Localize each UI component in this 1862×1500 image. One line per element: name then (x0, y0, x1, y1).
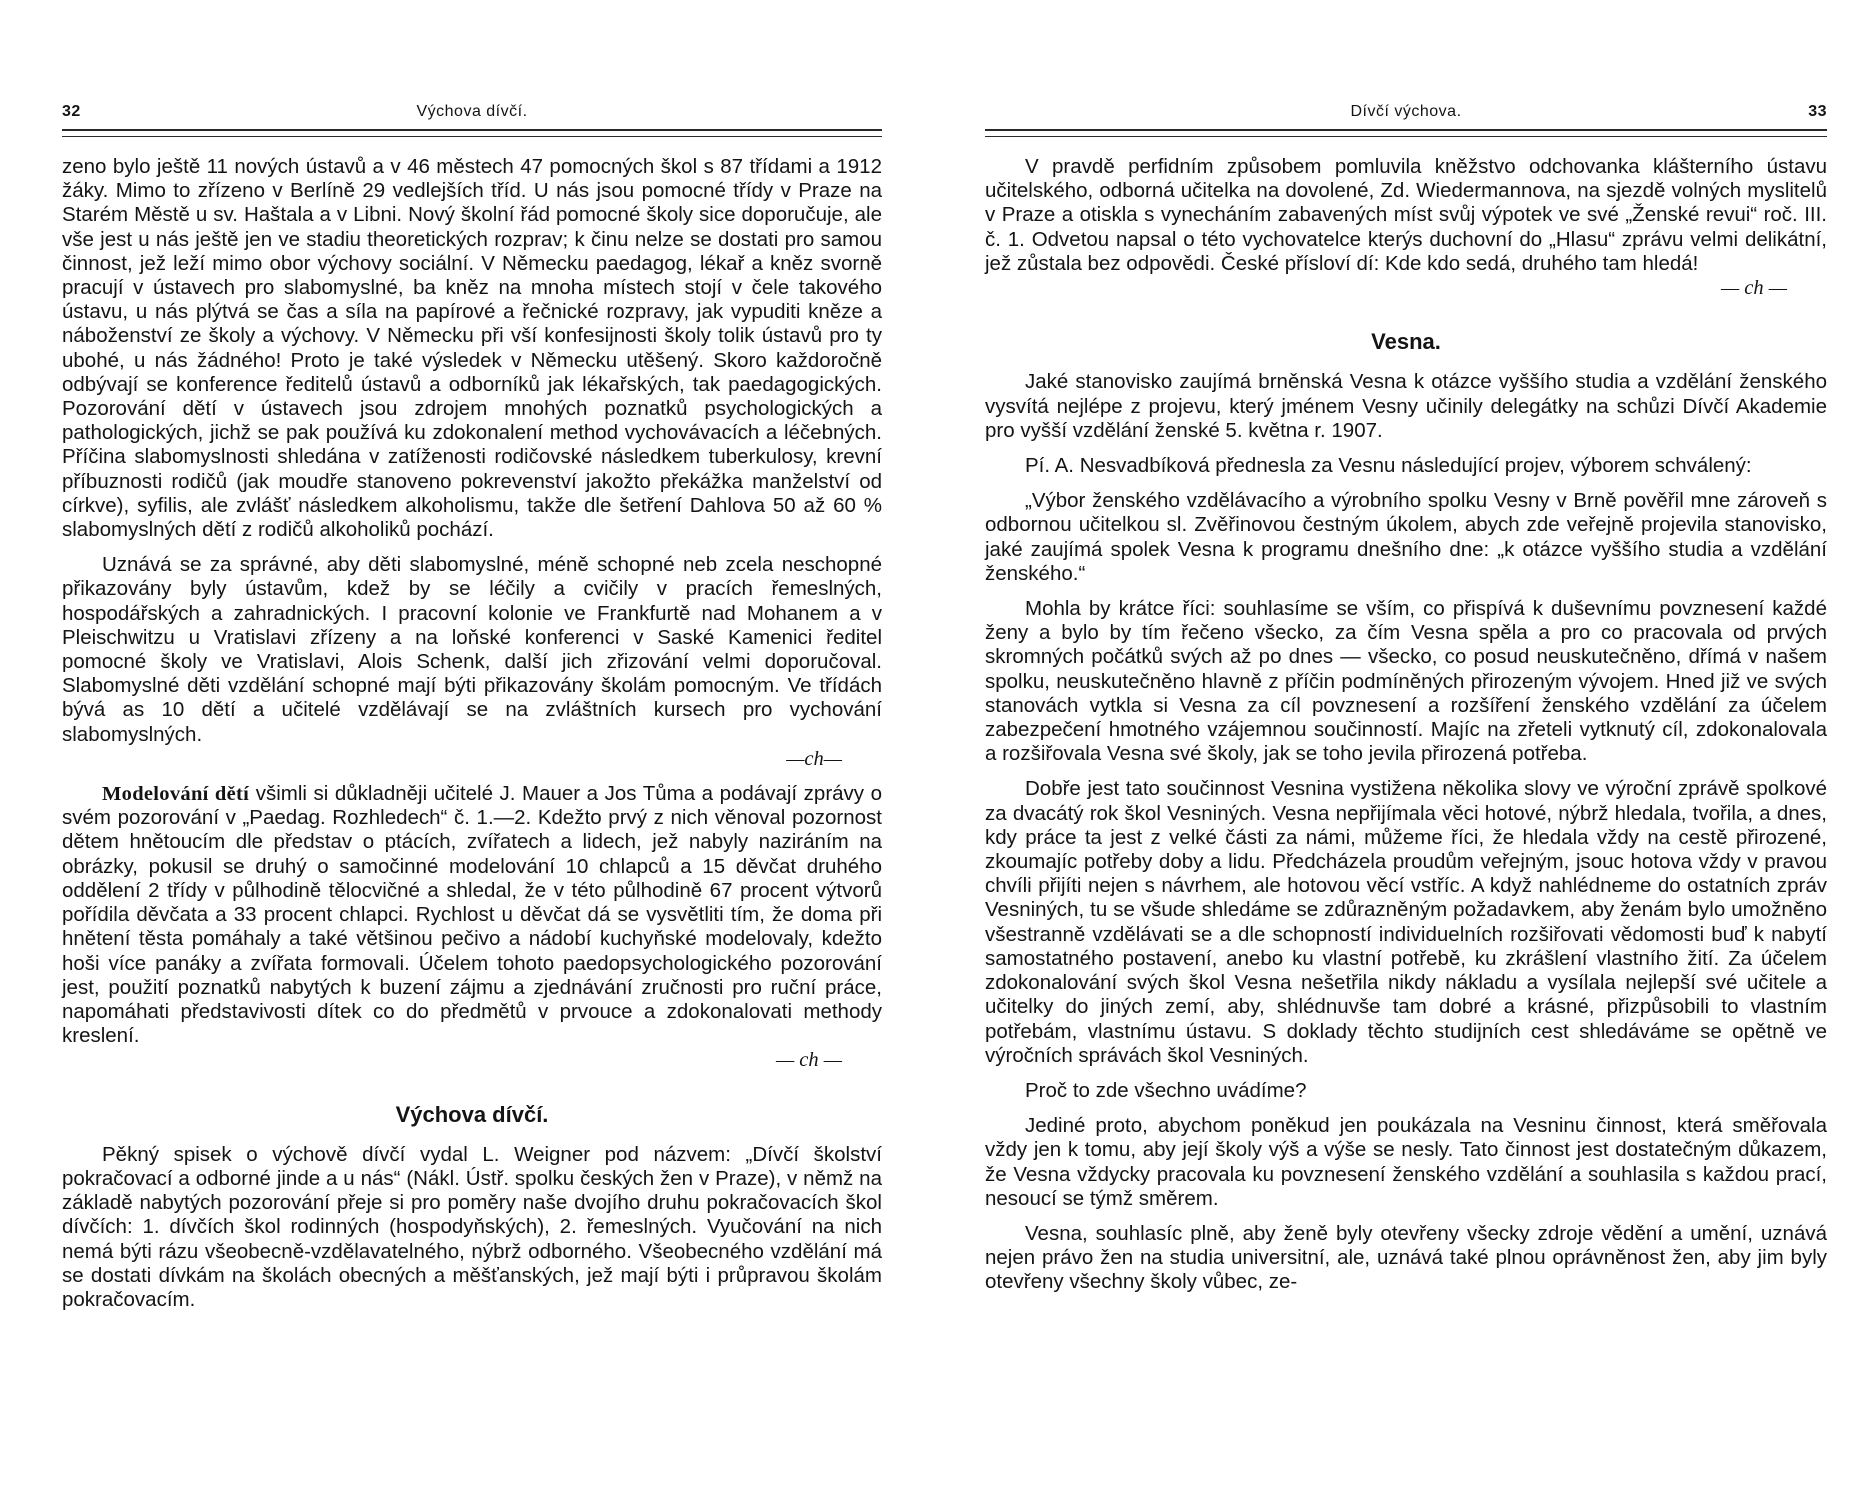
running-head (62, 103, 882, 125)
paragraph-lead: Modelování dětí (102, 783, 250, 806)
paragraph: zeno bylo ještě 11 nových ústavů a v 46 městech 47 pomocných škol s 87 třídami a 1912 žáky. Mimo to zřízeno v Berlíně 29 vedlejších tříd. U nás jsou pomocné třídy v Praze na Starém Městě u sv. Haštala a v Libni. Nový školní řád pomocné školy sice doporučuje, ale vše jest u nás ještě jen ve stadiu theoretických rozprav; k činu nelze se dostati pro samou činnost, jež leží mimo obor výchovy sociální. V Německu paedagog, lékař a kněz svorně pracují v ústavech pro slabomyslné, ba kněz na mnoha místech stojí v čele takového ústavu, u nás plýtvá se čas a síla na papírové a řečnické rozpravy, jak vypuditi kněze a náboženství ze školy a výchovy. V Německu při vší konfesijnosti školy tolik ústavů pro ty ubohé, u nás žádného! Proto je také výsledek v Německu utěšený. Skoro každoročně odbývají se konference ředitelů ústavů a odborníků jak lékařských, tak paedagogických. Pozorování dětí v ústavech jsou zdrojem mnohých poznatků psychologických a pathologických, jichž se pak používá ku zdokonalení method vychovávacích a léčebných. Příčina slabomyslnosti shledána v zatíženosti rodičovské následkem tuberkulosy, krevní příbuznosti rodičů (jak moudře stanoveno pokrevenství jakožto překážka manželství od církve), syfilis, ale zvlášť následkem alkoholismu, takže dle šetření Dahlova 50 až 60 % slabomyslných dětí z rodičů alkoholiků pochází. (62, 155, 882, 542)
paragraph-text: všimli si důkladněji učitelé J. Mauer a Jos Tůma a podávají zprávy o svém pozorování v „Paedag. Rozhledech“ č. 1.—2. Kdežto prvý z nich věnoval pozornost dětem hnětoucím dle představ o ptácích, zvířatech a lidech, jež nabyly naziráním na obrázky, pokusil se druhý o samočinné modelování 10 chlapců a 15 děvčat druhého oddělení 2 třídy v půlhodině tělocvičné a shledal, že v této půlhodině 67 procent výtvorů pořídila děvčata a 33 procent chlapci. Rychlost u děvčat dá se vysvětliti tím, že doma při hnětení těsta pomáhaly a také většinou pečivo a nádobí kuchyňské modelovaly, kdežto hoši více panáky a zvířata formovali. Účelem tohoto paedopsychologického pozorování jest, použití poznatků nabytých k buzení zájmu a zjednávání zručnosti pro ruční práce, napomáhati představivosti dítek co do předmětů v prvouce a zdokonalovati methody kreslení. (62, 782, 882, 1048)
paragraph: Dobře jest tato součinnost Vesnina vystižena několika slovy ve výroční zprávě spolkové za dvacátý rok škol Vesniných. Vesna nepřijímala věci hotové, nýbrž hledala, tvořila, a dnes, kdy práce ta jest z velké části za námi, můžeme říci, že hledala vždy na cestě přirozené, zkoumajíc potřeby doby a lidu. Předcházela proudům veřejným, jsouc hotova vždy v pravou chvíli přijíti nejen s návrhem, ale hotovou věcí vstříc. A když nahlédneme do ostatních zpráv Vesniných, tu se všude shledáme se zdůrazněným požadavkem, aby ženám bylo umožněno všestranně vzdělávati se a dle schopností individuelních rozšiřovati vědomosti buď k nabytí samostatného postavení, anebo ku vlastní potřebě, ku zkrášlení vlastního žití. Za účelem zdokonalování svých škol Vesna nešetřila nikdy nákladu a vysílala nejlepší své učitele a učitelky do jiných zemí, aby, shlédnuvše tam dobré a krásné, přizpůsobili to vlastním potřebám, vlastnímu ústavu. S doklady těchto studijních cest shledáváme se opětně ve výročních správách škol Vesniných. (985, 777, 1827, 1067)
paragraph: Pí. A. Nesvadbíková přednesla za Vesnu následující projev, výborem schválený: (1025, 454, 1752, 478)
right-page (985, 0, 1827, 1500)
right-body (985, 155, 1827, 1295)
paragraph (62, 782, 882, 1048)
section-heading: Vesna. (1371, 329, 1441, 355)
paragraph: Proč to zde všechno uvádíme? (1025, 1078, 1307, 1102)
section-heading: Výchova dívčí. (395, 1101, 549, 1127)
page-number: 32 (62, 103, 81, 120)
left-page (62, 0, 882, 1500)
paragraph: „Výbor ženského vzdělávacího a výrobního spolku Vesny v Brně pověřil mne zároveň s odbornou učitelkou sl. Zvěřinovou čestným úkolem, abych zde veřejně projevila stanovisko, jaké zaujímá spolek Vesna k programu dnešního dne: „k otázce vyššího studia a vzdělání ženského.“ (985, 489, 1827, 585)
paragraph: V pravdě perfidním způsobem pomluvila kněžstvo odchovanka klášterního ústavu učitelského, odborná učitelka na dovolené, Zd. Wiedermannova, na sjezdě volných myslitelů v Praze a otiskla s vynecháním zabavených míst svůj výpotek ve své „Ženské revui“ roč. III. č. 1. Odvetou napsal o této vychovatelce kterýs duchovní do „Hlasu“ zprávu velmi delikátní, jež zůstala bez odpovědi. České přísloví dí: Kde kdo sedá, druhého tam hledá! (985, 155, 1827, 275)
signature: — ch — (775, 1049, 842, 1072)
paragraph: Mohla by krátce říci: souhlasíme se vším, co přispívá k duševnímu povznesení každé ženy a bylo by tím řečeno všecko, za čím Vesna spěla a pro co pracovala od prvých skromných počátků svých až po dnes — všecko, co posud neuskutečněno, dřímá v našem spolku, neuskutečněno hlavně z příčin podmíněných přirozeným vývojem. Hned již ve svých stanovách vytkla si Vesna za cíl povznesení a rozšíření ženského vzdělání za účelem zabezpečení hmotného vzájemnou součinností. Majíc na zřeteli vytknutý cíl, zdokonalovala a rozšiřovala Vesna své školy, jak se toho jevila přirozená potřeba. (985, 597, 1827, 766)
signature: — ch — (1720, 277, 1787, 300)
paragraph: Pěkný spisek o výchově dívčí vydal L. Weigner pod názvem: „Dívčí školství pokračovací a odborné jinde a u nás“ (Nákl. Ústř. spolku českých žen v Praze), v němž na základě nabytých pozorování přeje si pro poměry naše dvojího druhu pokračovacích škol dívčích: 1. dívčích škol rodinných (hospodyňských), 2. řemeslných. Vyučování na nich nemá býti rázu všeobecně-vzdělavatelného, nýbrž odborného. Všeobecného vzdělání má se dostati dívkám na školách obecných a měšťanských, jež mají býti i průpravou školám pokračovacím. (62, 1142, 882, 1311)
running-title: Výchova dívčí. (416, 103, 528, 120)
header-rule (985, 129, 1827, 137)
header-rule (62, 129, 882, 137)
paragraph: Jediné proto, abychom poněkud jen poukázala na Vesninu činnost, která směřovala vždy jen k tomu, aby její školy výš a výše se nesly. Tato činnost jest dostatečným důkazem, že Vesna vždycky pracovala ku povznesení ženského vzdělání a souhlasila s každou prací, nesoucí se týmž směrem. (985, 1114, 1827, 1210)
paragraph: Uznává se za správné, aby děti slabomyslné, méně schopné neb zcela neschopné přikazovány byly ústavům, kdež by se léčily a cvičily v pracích řemeslných, hospodářských a zahradnických. I pracovní kolonie ve Frankfurtě nad Mohanem a v Pleischwitzu u Vratislavi zřízeny a na loňské konferenci v Saské Kamenici ředitel pomocné školy ve Vratislavi, Alois Schenk, další jich zřizování velmi doporučoval. Slabomyslné děti vzdělání schopné mají býti přikazovány školám pomocným. Ve třídách bývá as 10 dětí a učitelé vzdělávají se na zvláštních kursech pro vychování slabomyslných. (62, 553, 882, 746)
running-head (985, 103, 1827, 125)
page-number: 33 (1808, 103, 1827, 120)
paragraph: Jaké stanovisko zaujímá brněnská Vesna k otázce vyššího studia a vzdělání ženského vysvítá nejlépe z projevu, který jménem Vesny učinily delegátky na schůzi Dívčí Akademie pro vyšší vzdělání ženské 5. května r. 1907. (985, 370, 1827, 442)
left-body (62, 155, 882, 1312)
running-title: Dívčí výchova. (1350, 103, 1462, 120)
paragraph: Vesna, souhlasíc plně, aby ženě byly otevřeny všecky zdroje vědění a umění, uznává nejen právo žen na studia universitní, ale, uznává také plnou oprávněnost žen, aby jim byly otevřeny všechny školy vůbec, ze- (985, 1221, 1827, 1294)
signature: —ch— (786, 747, 842, 770)
